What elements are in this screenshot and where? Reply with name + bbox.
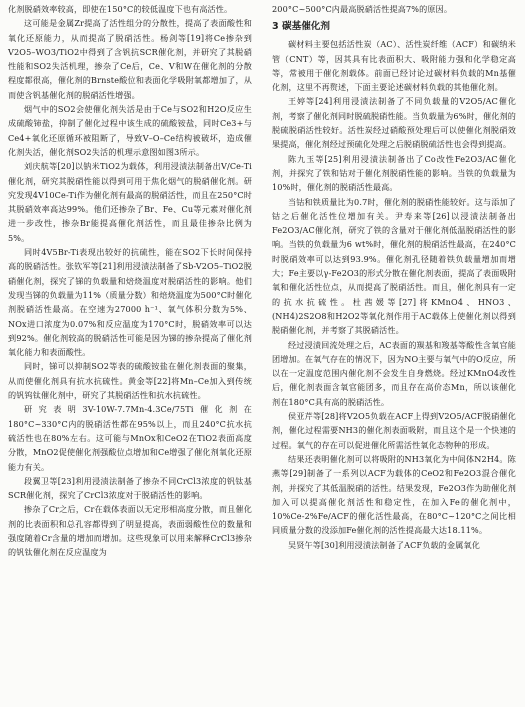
paragraph: 掺杂了Cr之后，Cr在载体表面以无定形相高度分散，而且催化剂的比表面积和总孔容都得到了明显提高，表面弱酸性位的数量和强度随着Cr含量的增加而增加。这些现象可以用来解释CrCl3掺杂的钒钛催化剂在反应温度为 bbox=[8, 504, 252, 558]
paragraph: 结果还表明催化剂可以将吸附的NH3氧化为中间体N2H4。陈燕等[29]制备了一系列以ACF为载体的CeO2和Fe2O3混合催化剂，并探究了其低温脱硝的活性。结果发现，Fe2O3作为助催化剂加入可以提高催化剂活性和稳定性，在加入Fe的催化剂中，10%Ce-2%Fe/ACF的催化活性最高，在80°C~120°C之间比相同质量分数的没添加Fe催化剂的活性提高最大达18.11%。 bbox=[272, 453, 516, 536]
paragraph: 烟气中的SO2会使催化剂失活是由于Ce与SO2和H2O反应生成硫酸铈盐，抑制了催化过程中该生成的硫酸铵盐，同时Ce3+与Ce4+氧化还原循环被阻断了，导致V–O–Ce结构被破坏，造成催化剂失活，催化剂SO2失活的机理示意图如图3所示。 bbox=[8, 104, 252, 157]
paragraph: 碳材料主要包括活性炭（AC）、活性炭纤维（ACF）和碳纳米管（CNT）等，因其具有比表面积大、吸附能力强和化学稳定高等，常被用于催化剂载体。前面已经讨论过碳材料负载的Mn基催化剂，这里不再赘述，下面主要论述碳材料负载的其他催化剂。 bbox=[272, 39, 516, 93]
paragraph: 吴贤午等[30]利用浸渍法制备了ACF负载的金属氧化 bbox=[288, 539, 480, 550]
paragraph: 当钴和铁质量比为0.7时，催化剂的脱硝性能较好。这与添加了钴之后催化活性位增加有关。尹寿来等[26]以浸渍法制备出Fe2O3/AC催化剂，研究了铁的含量对于催化剂低温脱硝活性的影响。当铁的负载量为6 wt%时，催化剂的脱硝活性最高，在240°C时脱硝效率可以达到93.9%。催化剂孔径随着铁负载量增加而增大；Fe主要以γ-Fe2O3的形式分散在催化剂表面，提高了表面吸附氧和催化活性位点，从而提高了脱硝活性。而且，催化剂具有一定的抗水抗硫性。杜茜媛等[27]将KMnO4、HNO3、(NH4)2S2O8和H2O2等氧化剂作用于AC载体上使催化剂以得到脱硝催化剂，并考察了其脱硝活性。 bbox=[272, 196, 516, 336]
right-column bbox=[272, 2, 516, 552]
paragraph: 刘庆航等[20]以钠米TiO2为载体，利用浸渍法制备出V/Ce-Ti催化剂，研究其脱硝性能以得到可用于焦化烟气的脱硝催化剂。研究发现4V10Ce-Ti作为催化剂有最高的脱硝活性，而且在250°C时其脱硝效率高达99%。他们还掺杂了Br、Fe、Cu等元素对催化剂进一步改性，掺杂Br能提高催化剂活性，而且最佳掺杂比例为5%。 bbox=[8, 161, 252, 243]
paragraph: 同时，锑可以抑制SO2等表的硫酸铵盐在催化剂表面的聚集，从而使催化剂具有抗水抗硫性。黄金等[22]将Mn–Ce加入到传统的钒钨钛催化剂中，研究了其脱硝活性和抗水抗硫性。 bbox=[8, 361, 252, 401]
paragraph: 侯亚芹等[28]将V2O5负载在ACF上得到V2O5/ACF脱硝催化剂，催化过程需要NH3的催化剂表面吸附，而且这个是一个快速的过程。氧气的存在可以促进催化所需活性氧化态物种的形成。 bbox=[272, 411, 516, 450]
paragraph: 经过浸渍回流处理之后，AC表面的羰基和羧基等酸性含氧官能团增加。在氧气存在的情况下，因为NO主要与氧气中的O反应，所以在一定温度范围内催化剂不会发生自身燃烧。经过KMnO4改性后，催化剂表面含氧官能团多，而且存在高价态Mn，所以该催化剂在180°C具有高的脱硝活性。 bbox=[272, 339, 516, 407]
section-heading: 3 碳基催化剂 bbox=[272, 21, 330, 33]
paragraph: 段翼卫等[23]利用浸渍法制备了掺杂不同CrCl3浓度的钒钛基SCR催化剂，探究了CrCl3浓度对于脱硝活性的影响。 bbox=[8, 475, 252, 501]
paragraph: 王婷等[24]利用浸渍法制备了不同负载量的V2O5/AC催化剂，考察了催化剂同时脱硫脱硝性能。当负载量为6%时，催化剂的脱硫脱硝活性较好。活性炭经过硝酸预处理后可以使催化剂脱硝效果提高，催化剂经过预硫化处理之后脱硝脱硫活性也会得到提高。 bbox=[272, 96, 516, 150]
paragraph: 200°C~500°C内最高脱硝活性提高7%的原因。 bbox=[272, 4, 453, 14]
paragraph: 研究表明3V-10W-7.7Mn-4.3Ce/75Ti催化剂在180°C~330°C内的脱硝活性都在95%以上，而且240°C抗水抗硫活性也在80%左右。这可能与MnOx和CeO2在TiO2表面高度分散，MnO2促使催化剂强酸位点增加和Ce增强了催化剂氧化还原能力有关。 bbox=[8, 404, 252, 472]
paragraph: 陈九玉等[25]利用浸渍法制备出了Co改性Fe2O3/AC催化剂，并探究了铁和钴对于催化剂脱硝性能的影响。当铁的负载量为10%时，催化剂的脱硝活性最高。 bbox=[272, 153, 516, 193]
paragraph: 化剂脱硝效率较高，即使在150°C的较低温度下也有高活性。 bbox=[8, 4, 233, 14]
paragraph: 同时4V5Br-Ti表现出较好的抗硫性，能在SO2下长时间保持高的脱硝活性。张钦军等[21]利用浸渍法制备了Sb-V2O5–TiO2脱硝催化剂，探究了锑的负载量和焙烧温度对脱硝活性的影响。他们发现当锑的负载量为11%（质量分数）和焙烧温度为500°C时催化剂脱硝活性最高。在空速为27000 h⁻¹、氧气体积分数为5%、NOx进口浓度为0.07%和反应温度为170°C时，脱硝效率可以达到92%。催化剂较高的脱硝活性可能是因为锑的掺杂提高了催化剂氧化能力和表面酸性。 bbox=[8, 247, 252, 358]
left-column bbox=[8, 2, 252, 560]
paragraph: 这可能是金属Zr提高了活性组分的分散性，提高了表面酸性和氧化还原能力，从而提高了脱硝活性。杨剑等[19]将Ce掺杂到V2O5–WO3/TiO2中得到了含钒抗SCR催化剂，并研究了其脱硝性能和SO2失活机理，掺杂了Ce后，Ce、V和W在催化剂的分散程度都很高，催化剂的Brnste酸位和表面化学吸附氧都增加了，从而使含钒基催化剂的脱硝活性增强。 bbox=[8, 18, 252, 100]
